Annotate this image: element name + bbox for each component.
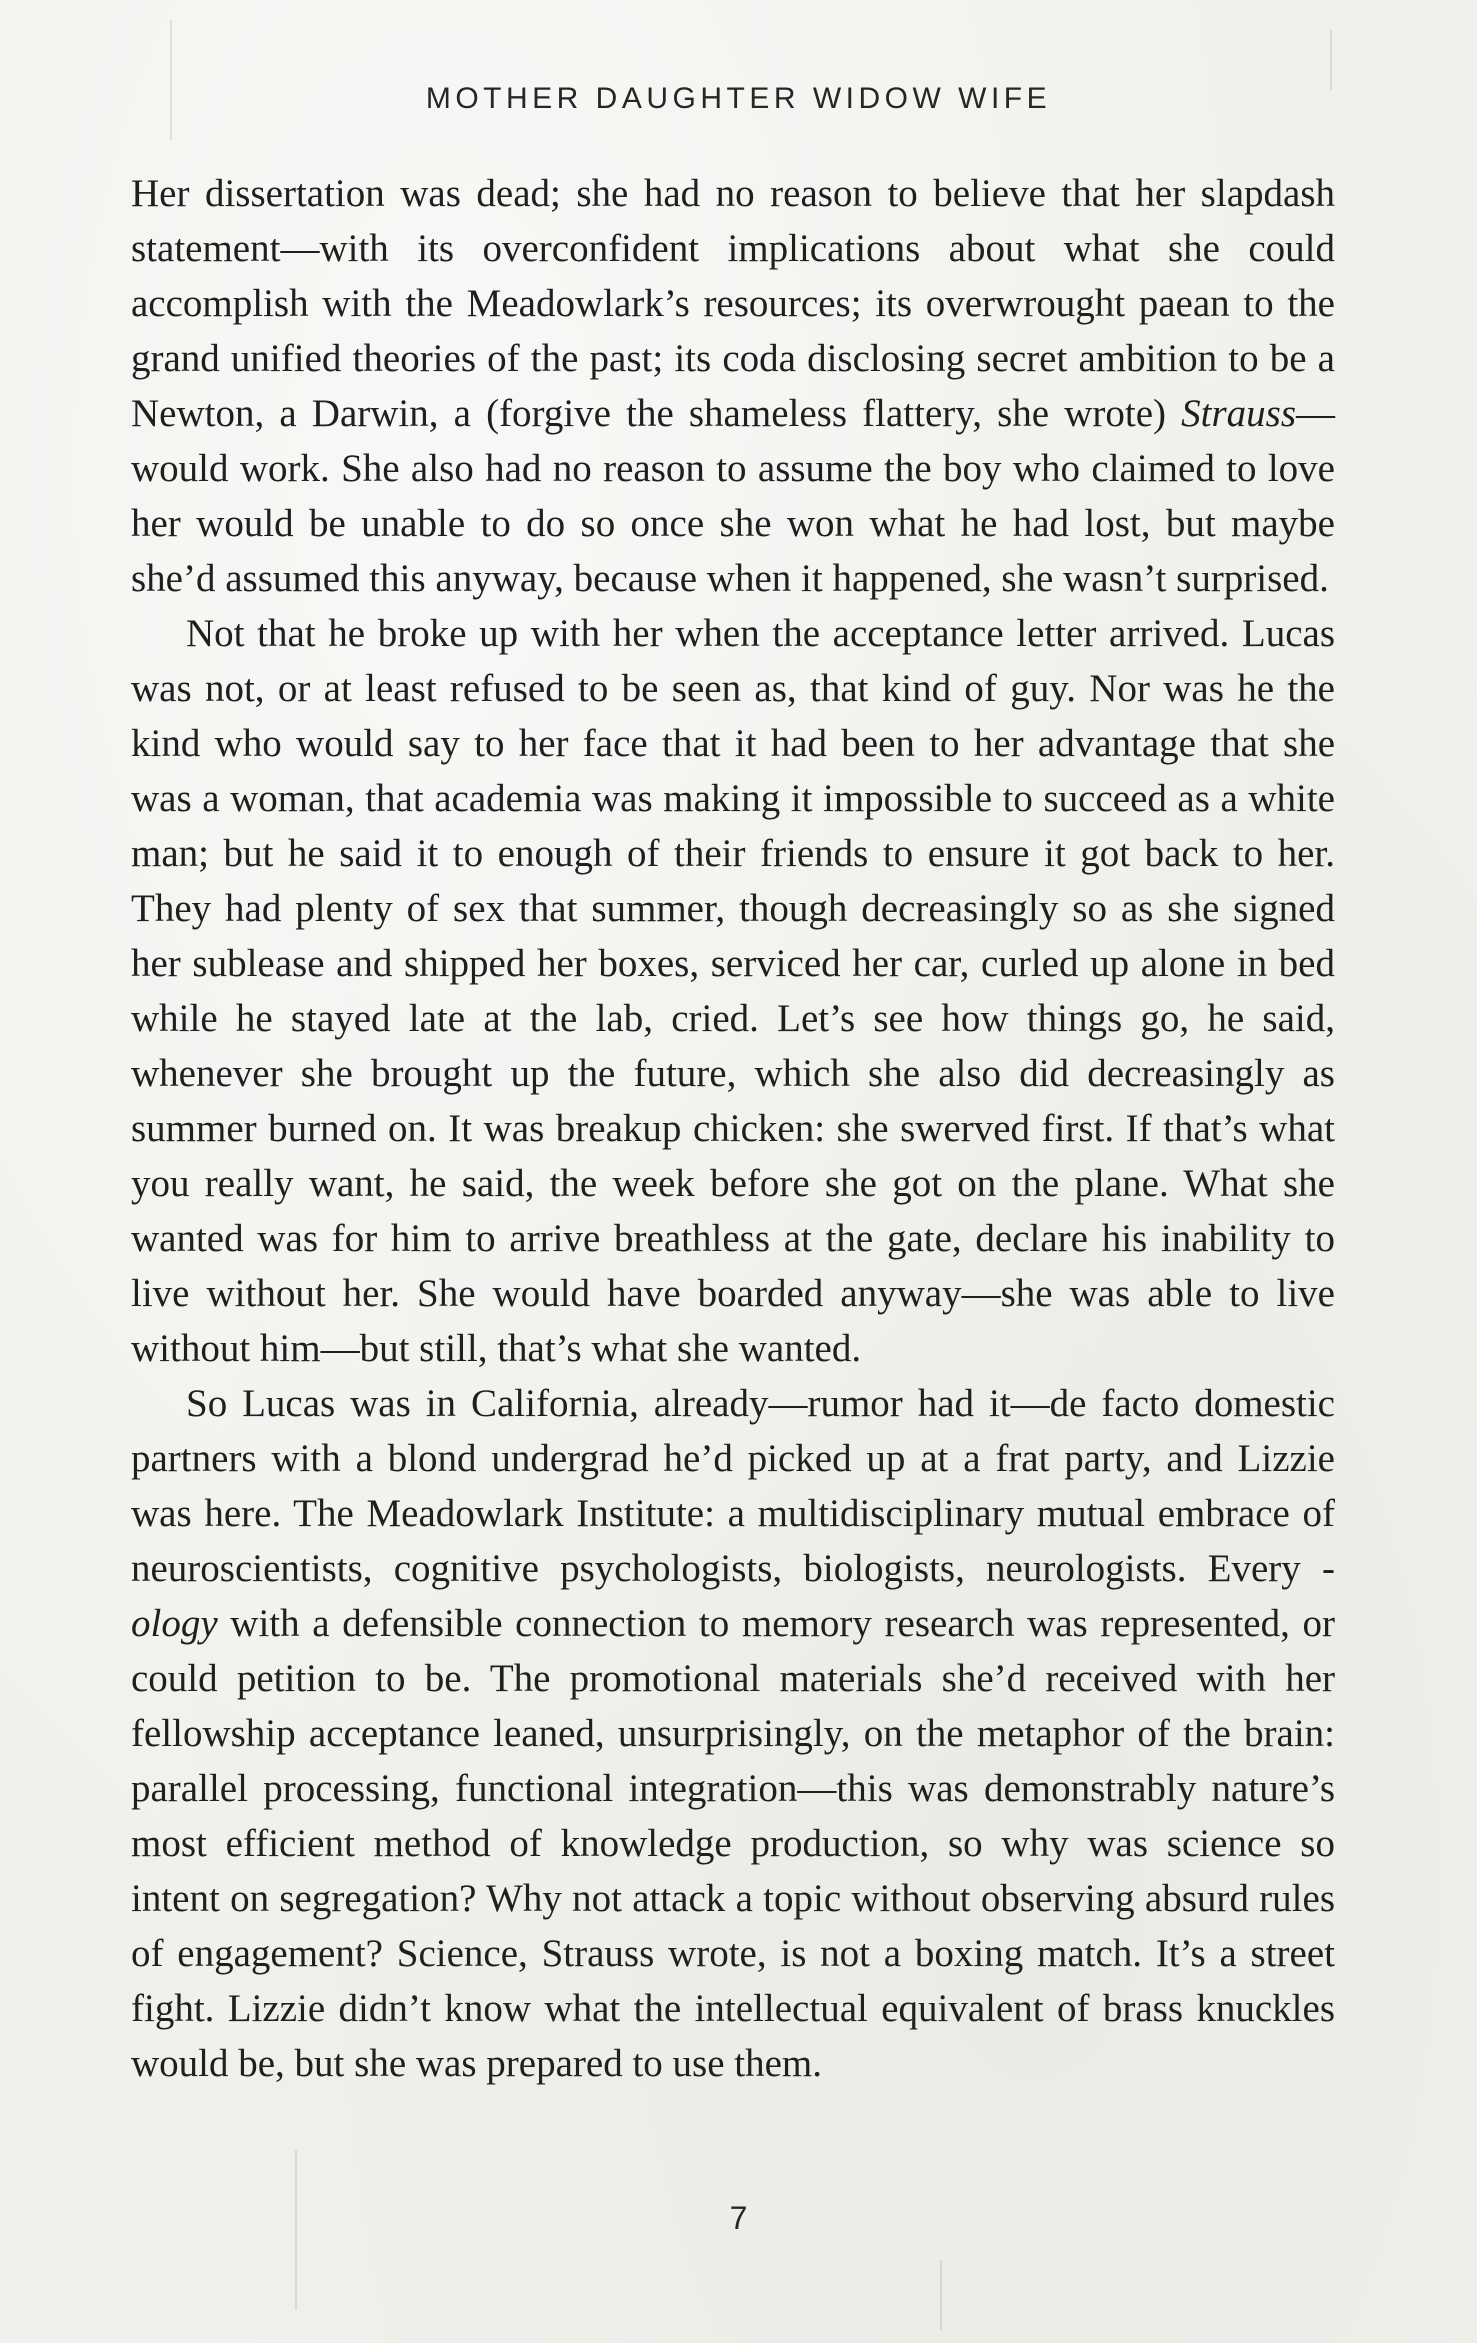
paragraph-3-italic-ology: -ology xyxy=(131,1547,1335,1645)
paragraph-1-italic-strauss: Strauss xyxy=(1181,392,1296,435)
paragraph-1 xyxy=(131,166,1335,606)
paragraph-3-text-a: So Lucas was in California, already—rumor had it—de facto domestic partners with a blond undergrad he’d picked up at a frat party, and Lizzie was here. The Meadowlark Institute: a multidisciplinary mutual embrace of neuroscientists, cognitive psychologists, biologists, neurologists. Every xyxy=(131,1382,1335,1590)
paragraph-2-text: Not that he broke up with her when the acceptance letter arrived. Lucas was not, or at least refused to be seen as, that kind of guy. Nor was he the kind who would say to her face that it had been to her advantage that she was a woman, that academia was making it impossible to succeed as a white man; but he said it to enough of their friends to ensure it got back to her. They had plenty of sex that summer, though decreasingly so as she signed her sublease and shipped her boxes, serviced her car, curled up alone in bed while he stayed late at the lab, cried. Let’s see how things go, he said, whenever she brought up the future, which she also did decreasingly as summer burned on. It was breakup chicken: she swerved first. If that’s what you really want, he said, the week before she got on the plane. What she wanted was for him to arrive breathless at the gate, declare his inability to live without her. She would have boarded anyway—she was able to live without him—but still, that’s what she wanted. xyxy=(131,612,1335,1370)
paper-scratch xyxy=(1330,30,1332,90)
paragraph-2 xyxy=(131,606,1335,1376)
paper-scratch xyxy=(940,2260,942,2330)
page-number: 7 xyxy=(729,2200,748,2236)
running-head: MOTHER DAUGHTER WIDOW WIFE xyxy=(425,82,1052,115)
paragraph-1-text-b: —would work. She also had no reason to assume the boy who claimed to love her would be unable to do so once she won what he had lost, but maybe she’d assumed this anyway, because when it happened, she wasn’t surprised. xyxy=(131,392,1335,600)
paragraph-3-text-b: with a defensible connection to memory research was represented, or could petition to be. The promotional materials she’d received with her fellowship acceptance leaned, unsurprisingly, on the metaphor of the brain: parallel processing, functional integration—this was demonstrably nature’s most efficient method of knowledge production, so why was science so intent on segregation? Why not attack a topic without observing absurd rules of engagement? Science, Strauss wrote, is not a boxing match. It’s a street fight. Lizzie didn’t know what the intellectual equivalent of brass knuckles would be, but she was prepared to use them. xyxy=(131,1602,1335,2085)
paragraph-1-text-a: Her dissertation was dead; she had no reason to believe that her slapdash statement—with its overconfident implications about what she could accomplish with the Meadowlark’s resources; its overwrought paean to the grand unified theories of the past; its coda disclosing secret ambition to be a Newton, a Darwin, a (forgive the shameless flattery, she wrote) xyxy=(131,172,1335,435)
body-text xyxy=(131,166,1335,2091)
paper-scratch xyxy=(170,20,172,140)
paragraph-3 xyxy=(131,1376,1335,2091)
